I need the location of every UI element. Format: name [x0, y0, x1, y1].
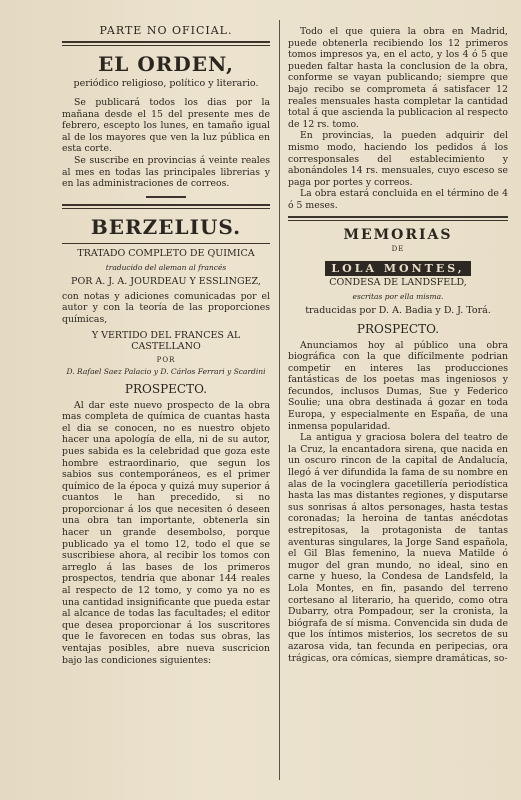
paragraph: Se publicará todos los dias por la mañana desde el 15 del presente mes de febrero, escepto los lunes, en tamaño igual al de los mayores que ven la luz pública en esta corte. — [62, 97, 270, 155]
tratado-line: TRATADO COMPLETO DE QUIMICA — [77, 247, 255, 259]
prospecto-heading: PROSPECTO. — [356, 321, 440, 336]
paragraph: Todo el que quiera la obra en Madrid, puede obtenerla recibiendo los 12 primeros tomos impresos ya, en el acto, y los 4 ó 5 que pueden faltar hasta la conclusion de la obra, conforme se vayan publicando; siempre que bajo recibo se comprometa á satisfacer 12 reales mensuales hasta completar la cantidad total á que ascienda la publicacion al respecto de 12 rs. tomo. — [288, 26, 508, 130]
double-rule — [62, 204, 270, 209]
book-title: BERZELIUS. — [90, 214, 242, 239]
paragraph: La antigua y graciosa bolera del teatro de la Cruz, la encantadora sirena, que nacida en un oscuro rincon de la capital de Andalucía, llegó á ver difundida la fama de su nombre en alas de la vocinglera gacetillería periodística hasta las mas distantes regiones, y disputarse sus sonrisas á altos personages, hasta testas coronadas; la heroina de tantas anécdotas estrepitosas, la protagonista de tantas aventuras singulares, la Jorge Sand española, el Gil Blas femenino, la nueva Matilde ó mugor del gran mundo, no ideal, sino en carne y hueso, la Condesa de Landsfeld, la Lola Montes, en fin, pasando del terreno cortesano al literario, ha querido, como otra Dubarry, otra Pompadour, ser la cronista, la biógrafa de sí misma. Convencida sin duda de que los íntimos misterios, los secretos de su azarosa vida, tan fecunda en peripecias, ora trágicas, ora cómicas, siempre dramáticas, so- — [288, 432, 508, 664]
lola-text: LOLA MONTES, — [325, 261, 470, 276]
traducido-line: traducido del aleman al francés — [105, 262, 227, 272]
lola-banner — [288, 257, 508, 273]
paragraph: En provincias, la pueden adquirir del mismo modo, haciendo los pedidos á los corresponsales del establecimiento y abonándoles 14 rs. mensuales, cuyo esceso se paga por portes y correos. — [288, 130, 508, 188]
section-header: PARTE NO OFICIAL. — [99, 24, 233, 37]
masthead-subtitle: periódico religioso, político y literario. — [73, 78, 259, 89]
double-rule — [288, 216, 508, 221]
double-rule — [62, 41, 270, 46]
paragraph: Se suscribe en provincias á veinte reales al mes en todas las principales librerias y en las administraciones de correos. — [62, 154, 270, 190]
condesa-line: CONDESA DE LANDSFELD, — [329, 276, 467, 288]
right-column — [288, 0, 508, 664]
paragraph: Al dar este nuevo prospecto de la obra mas completa de química de cuantas hasta el dia se conocen, no es nuestro objeto hacer una apología de ella, ni de su autor, pues sabida es la celebridad que goza este hombre estraordinario, que segun los sabios sus contemporáneos, es el primer químico de la época y quizá muy superior á cuantos le han precedido, si no proporcionar á los que necesiten ó deseen una obra tan importante, obtenerla sin hacer un grande desembolso, porque publicado ya el tomo 12, todo el que se suscribiese ahora, al recibir los tomos con arreglo á las bases de los primeros prospectos, tendria que abonar 144 reales al respecto de 12 tomo, y como ya no es una cantidad insignificante que pueda estar al alcance de todas las facultades; el editor que desea proporcionar á los suscritores que le favorecen en todas sus obras, las ventajas posibles, abre nueva suscricion bajo las condiciones siguientes: — [62, 399, 270, 666]
vertido-line: Y VERTIDO DEL FRANCES AL CASTELLANO — [91, 329, 241, 352]
left-column — [62, 0, 270, 666]
column-divider — [279, 20, 280, 780]
memorias-title: MEMORIAS — [343, 226, 453, 243]
masthead-title: EL ORDEN, — [98, 52, 234, 76]
por-line: POR A. J. A. JOURDEAU Y ESSLINGEZ, — [71, 275, 261, 287]
por-small: POR — [156, 355, 176, 364]
traducidas-line: traducidas por D. A. Badia y D. J. Torá. — [305, 304, 491, 316]
prospecto-heading: PROSPECTO. — [124, 381, 208, 396]
con-notas: con notas y adiciones comunicadas por el autor y con la teoría de las proporciones químicas, — [62, 290, 270, 325]
short-rule — [146, 196, 186, 198]
de-line: DE — [391, 244, 405, 253]
escritas-line: escritas por ella misma. — [352, 291, 444, 301]
autores-line: D. Rafael Saez Palacio y D. Cárlos Ferrari y Scardini — [66, 366, 266, 376]
paragraph: La obra estará concluida en el término de 4 ó 5 meses. — [288, 188, 508, 211]
rule — [62, 243, 270, 244]
paragraph: Anunciamos hoy al público una obra biográfica con la que difícilmente podrian competir en interes las producciones fantásticas de los poetas mas ingeniosos y fecundos, inclusos Dumas, Sue y Federico Soulie; una obra destinada á gozar en toda Europa, y especialmente en España, de una inmensa popularidad. — [288, 339, 508, 432]
